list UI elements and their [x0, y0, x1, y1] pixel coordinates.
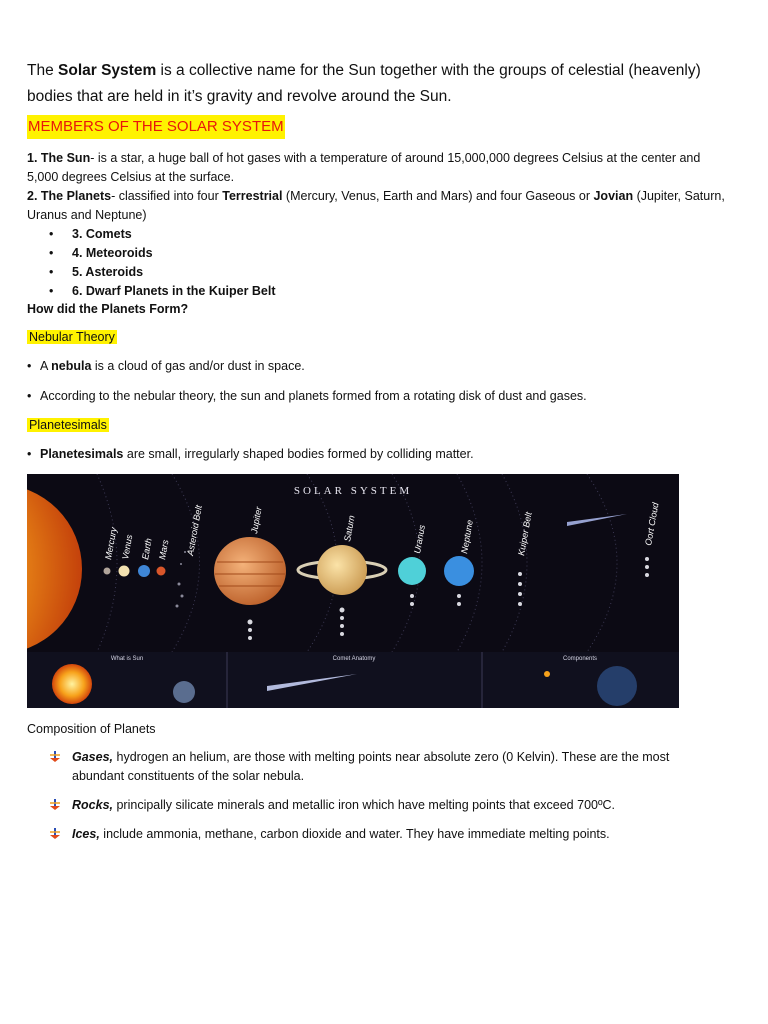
nebular-heading-text: Nebular Theory [29, 330, 115, 344]
gases-text: hydrogen an helium, are those with melting points near absolute zero (0 Kelvin). These are the most abundant constituents of the solar nebula. [72, 750, 670, 783]
label-mercury: Mercury [103, 526, 119, 561]
intro-bold-term: Solar System [58, 62, 157, 79]
rocks-term: Rocks, [72, 798, 113, 812]
label-asteroid-belt: Asteroid Belt [185, 504, 204, 557]
arrow-bullet-icon [49, 750, 61, 769]
panel-components: Components [562, 656, 598, 662]
list-item [27, 796, 707, 815]
sun-label: 1. The Sun [27, 151, 91, 165]
intro-paragraph [27, 58, 727, 110]
label-kuiper-belt: Kuiper Belt [516, 511, 534, 557]
ices-text: include ammonia, methane, carbon dioxide and water. They have immediate melting points. [99, 827, 610, 841]
planetesimals-rest: are small, irregularly shaped bodies formed by colliding matter. [123, 447, 474, 461]
label-jupiter: Jupiter [249, 506, 264, 535]
terrestrial-term: Terrestrial [222, 189, 283, 203]
planetesimals-bullet: • Planetesimals are small, irregularly shaped bodies formed by colliding matter. [27, 447, 474, 461]
arrow-bullet-icon [49, 798, 61, 817]
formation-question [27, 300, 188, 319]
jovian-term: Jovian [593, 189, 634, 203]
list-item: • 4. Meteoroids [27, 244, 727, 263]
jupiter-icon [214, 537, 286, 605]
nebular-heading [27, 328, 117, 346]
list-item [27, 748, 707, 786]
label-uranus: Uranus [412, 524, 428, 555]
members-heading: MEMBERS OF THE SOLAR SYSTEM [27, 115, 285, 139]
intro-rest: is a collective name for the Sun together with the groups of celestial (heavenly) bodies that are held in it’s gravity and revolve around the Sun. [27, 62, 701, 105]
planets-label: 2. The Planets [27, 189, 112, 203]
neptune-icon [444, 556, 474, 586]
composition-heading: Composition of Planets [27, 722, 156, 736]
panel-comet-anatomy: Comet Anatomy [332, 656, 376, 662]
uranus-icon [398, 557, 426, 585]
planets-text-1: - classified into four [111, 189, 223, 203]
rocks-text: principally silicate minerals and metallic iron which have melting points that exceed 700ºC. [113, 798, 616, 812]
solar-system-illustration [27, 474, 679, 708]
nebular-theory-text: According to the nebular theory, the sun and planets formed from a rotating disk of dust and gases. [40, 389, 587, 403]
solar-system-image [27, 474, 679, 708]
earth-compare-icon [173, 681, 195, 703]
label-earth: Earth [140, 537, 154, 561]
planetesimals-term: Planetesimals [40, 447, 124, 461]
label-saturn: Saturn [342, 514, 357, 543]
member-planets [27, 187, 727, 225]
planetesimals-heading [27, 416, 109, 434]
list-item: • 5. Asteroids [27, 263, 727, 282]
mercury-icon [104, 568, 111, 575]
sun-anatomy-icon [52, 664, 92, 704]
ices-term: Ices, [72, 827, 100, 841]
list-item [27, 825, 707, 844]
nebula-pre: A [40, 359, 52, 373]
saturn-icon [317, 545, 367, 595]
formation-question-text: How did the Planets Form? [27, 302, 189, 316]
earth-icon [138, 565, 150, 577]
label-mars: Mars [157, 538, 171, 561]
panel-what-is-sun: What is Sun [110, 656, 144, 662]
planets-text-2: (Mercury, Venus, Earth and Mars) and four Gaseous or [282, 189, 594, 203]
label-oort-cloud: Oort Cloud [643, 501, 661, 547]
nebula-term: nebula [51, 359, 92, 373]
gases-term: Gases, [72, 750, 114, 764]
members-sub-list [27, 225, 727, 301]
components-icon [597, 666, 637, 706]
venus-icon [119, 566, 130, 577]
sun-text: - is a star, a huge ball of hot gases with a temperature of around 15,000,000 degrees Celsius at the center and 5,000 degrees Celsius at the surface. [27, 151, 701, 184]
planetesimals-heading-text: Planetesimals [29, 418, 107, 432]
label-neptune: Neptune [459, 519, 475, 555]
list-item: • 6. Dwarf Planets in the Kuiper Belt [27, 282, 727, 301]
nebular-theory-bullet: • According to the nebular theory, the sun and planets formed from a rotating disk of dust and gases. [27, 389, 587, 403]
planets-text-3: (Jupiter, Saturn, Uranus and Neptune) [27, 189, 725, 222]
nebula-bullet: • A nebula is a cloud of gas and/or dust in space. [27, 359, 305, 373]
member-sun [27, 149, 727, 187]
label-venus: Venus [120, 533, 135, 561]
figure-title: SOLAR SYSTEM [293, 485, 413, 497]
arrow-bullet-icon [49, 827, 61, 846]
mars-icon [157, 567, 166, 576]
list-item: • 3. Comets [27, 225, 727, 244]
intro-pre: The [27, 62, 59, 79]
composition-list [27, 748, 707, 854]
nebula-rest: is a cloud of gas and/or dust in space. [91, 359, 305, 373]
